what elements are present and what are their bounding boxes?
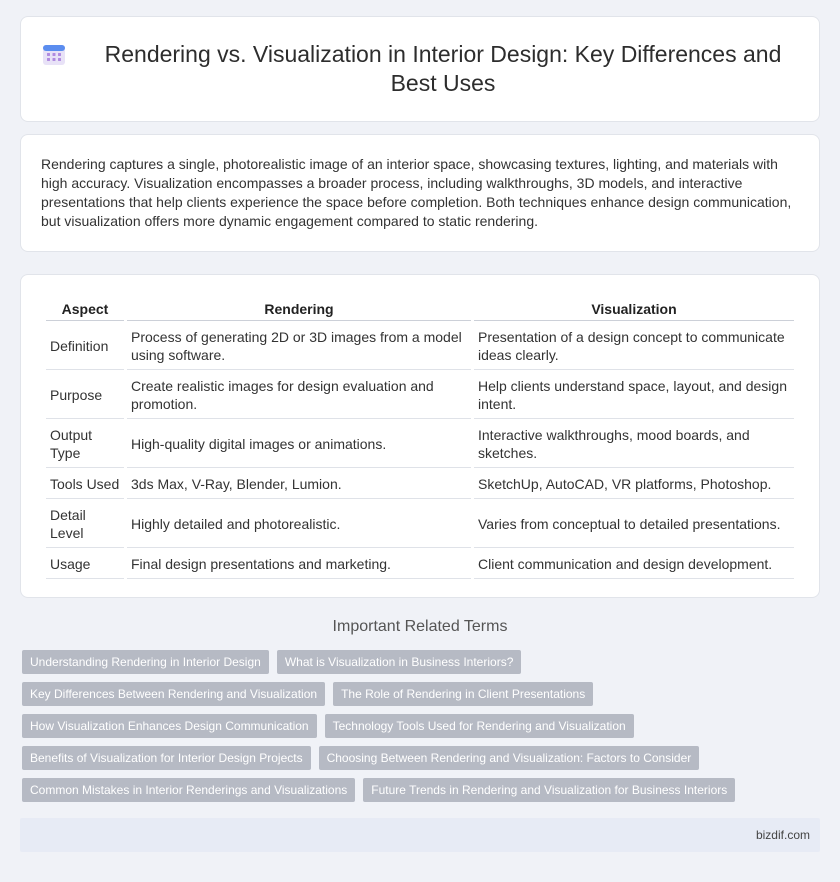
related-term-tag[interactable]: Choosing Between Rendering and Visualization: Factors to Consider xyxy=(319,746,700,770)
table-cell-aspect: Definition xyxy=(46,323,124,370)
comparison-table-card xyxy=(20,274,820,598)
calendar-icon xyxy=(41,41,67,67)
table-cell-rendering: 3ds Max, V-Ray, Blender, Lumion. xyxy=(127,470,471,499)
related-term-tag[interactable]: What is Visualization in Business Interiors? xyxy=(277,650,522,674)
table-header-row xyxy=(46,297,794,321)
table-cell-visualization: SketchUp, AutoCAD, VR platforms, Photoshop. xyxy=(474,470,794,499)
header-card xyxy=(20,16,820,122)
table-cell-aspect: Tools Used xyxy=(46,470,124,499)
related-term-tag[interactable]: How Visualization Enhances Design Communication xyxy=(22,714,317,738)
table-cell-aspect: Output Type xyxy=(46,421,124,468)
table-row xyxy=(46,470,794,499)
table-cell-rendering: Process of generating 2D or 3D images from a model using software. xyxy=(127,323,471,370)
table-cell-visualization: Interactive walkthroughs, mood boards, and sketches. xyxy=(474,421,794,468)
table-cell-visualization: Presentation of a design concept to communicate ideas clearly. xyxy=(474,323,794,370)
related-term-tag[interactable]: Key Differences Between Rendering and Visualization xyxy=(22,682,325,706)
intro-paragraph: Rendering captures a single, photorealistic image of an interior space, showcasing textures, lighting, and materials with high accuracy. Visualization encompasses a broader process, including walkthroughs, 3D models, and interactive presentations that help clients experience the space before completion. Both techniques enhance design communication, but visualization offers more dynamic engagement compared to static rendering. xyxy=(41,156,792,229)
related-term-tag[interactable]: Common Mistakes in Interior Renderings and Visualizations xyxy=(22,778,355,802)
table-cell-aspect: Usage xyxy=(46,550,124,579)
table-cell-rendering: Final design presentations and marketing. xyxy=(127,550,471,579)
intro-card xyxy=(20,134,820,252)
table-row xyxy=(46,372,794,419)
table-row xyxy=(46,421,794,468)
column-header-aspect: Aspect xyxy=(46,297,124,321)
table-row xyxy=(46,323,794,370)
footer-site-link[interactable]: bizdif.com xyxy=(755,828,810,842)
table-cell-rendering: Highly detailed and photorealistic. xyxy=(127,501,471,548)
related-terms-heading: Important Related Terms xyxy=(332,618,508,635)
table-cell-rendering: Create realistic images for design evaluation and promotion. xyxy=(127,372,471,419)
footer xyxy=(20,818,820,852)
table-row xyxy=(46,501,794,548)
related-term-tag[interactable]: Understanding Rendering in Interior Design xyxy=(22,650,269,674)
page-title: Rendering vs. Visualization in Interior Design: Key Differences and Best Uses xyxy=(104,41,782,96)
related-term-tag[interactable]: Benefits of Visualization for Interior Design Projects xyxy=(22,746,311,770)
table-cell-aspect: Detail Level xyxy=(46,501,124,548)
related-term-tag[interactable]: The Role of Rendering in Client Presentations xyxy=(333,682,593,706)
related-term-tag[interactable]: Future Trends in Rendering and Visualization for Business Interiors xyxy=(363,778,735,802)
column-header-rendering: Rendering xyxy=(127,297,471,321)
column-header-visualization: Visualization xyxy=(474,297,794,321)
table-cell-rendering: High-quality digital images or animations. xyxy=(127,421,471,468)
table-cell-visualization: Varies from conceptual to detailed presentations. xyxy=(474,501,794,548)
comparison-table xyxy=(43,295,797,581)
table-cell-visualization: Client communication and design development. xyxy=(474,550,794,579)
related-term-tag[interactable]: Technology Tools Used for Rendering and Visualization xyxy=(325,714,634,738)
table-cell-visualization: Help clients understand space, layout, and design intent. xyxy=(474,372,794,419)
table-cell-aspect: Purpose xyxy=(46,372,124,419)
table-row xyxy=(46,550,794,579)
related-terms-list xyxy=(22,650,822,810)
